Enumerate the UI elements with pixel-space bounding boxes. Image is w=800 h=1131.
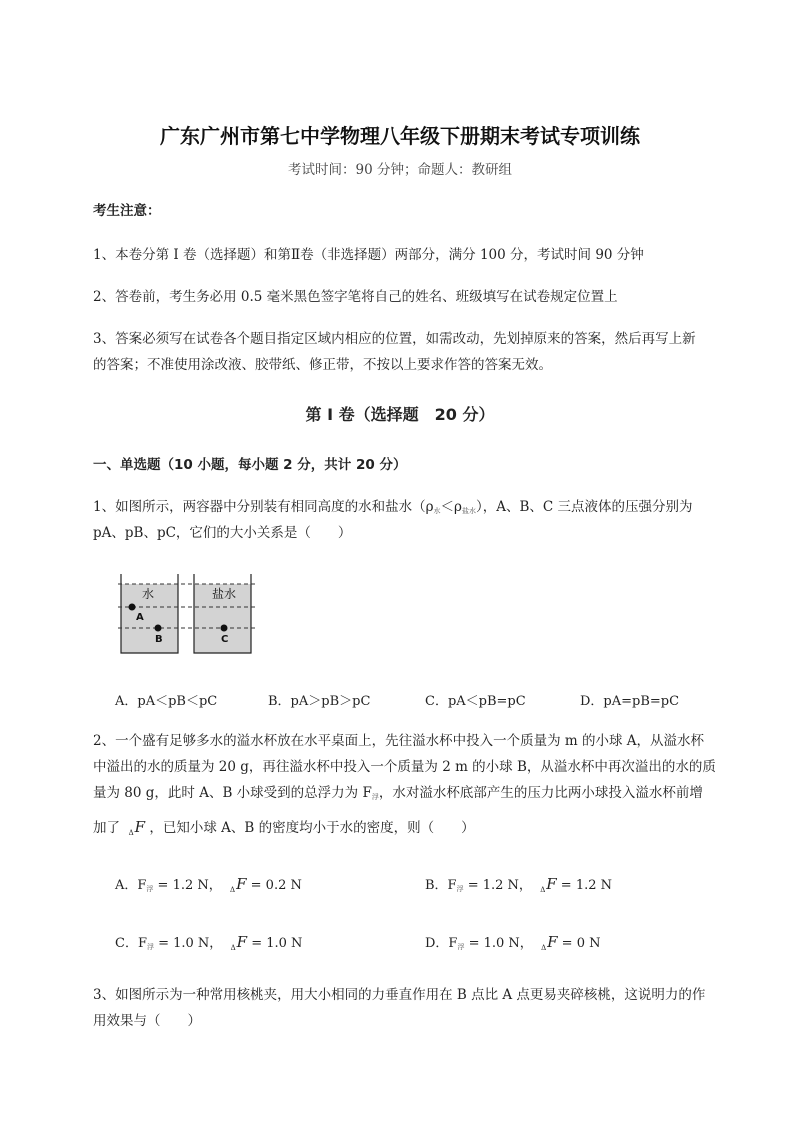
point-c-dot: [221, 625, 228, 632]
question-3-line: 3、如图所示为一种常用核桃夹，用大小相同的力垂直作用在 B 点比 A 点更易夹碎核桃，这说明力的作: [93, 987, 706, 1003]
point-a-dot: [129, 604, 136, 611]
question-1-line: pA、pB、pC，它们的大小关系是（ ）: [93, 525, 352, 541]
question-2-line: 中溢出的水的质量为 20 g，再往溢水杯中投入一个质量为 2 m 的小球 B，从溢水杯中再次溢出的水的质: [93, 759, 716, 775]
q2-option-a[interactable]: A．$F_浮 = 1.2$ N， $_\Delta$F = 0.2 N: [115, 875, 302, 894]
question-3-line: 用效果与（ ）: [93, 1013, 201, 1029]
point-b-dot: [155, 625, 162, 632]
delta-symbol: Δ: [128, 829, 134, 837]
salt-water-label: 盐水: [212, 587, 237, 601]
question-2-line: 2、一个盛有足够多水的溢水杯放在水平桌面上，先往溢水杯中投入一个质量为 m 的小球 A，从溢水杯: [93, 733, 705, 749]
point-a-label: A: [136, 612, 144, 623]
q1-option-b[interactable]: B．pA＞pB＞pC: [268, 694, 371, 709]
point-b-label: B: [155, 634, 163, 645]
question-1-line: 1、如图所示，两容器中分别装有相同高度的水和盐水$(\rho_水<\rho_{盐水})$，A、B、C 三点液体的压强分别为: [93, 499, 693, 515]
rho-water-subscript: 水: [433, 507, 441, 515]
question-2-line: 量为 80 g，此时 A、B 小球受到的总浮力为 $F_浮$，水对溢水杯底部产生的压力比两小球投入溢水杯前增: [93, 785, 703, 801]
q2-option-d[interactable]: D．$F_浮 = 1.0$ N， $_\Delta$F = 0 N: [425, 933, 601, 952]
q1-option-a[interactable]: A．pA＜pB＜pC: [115, 694, 218, 709]
notes-heading: 考生注意：: [93, 203, 161, 219]
water-label: 水: [142, 587, 155, 601]
buoyancy-subscript: 浮: [371, 793, 379, 801]
note-item: 3、答案必须写在试卷各个题目指定区域内相应的位置，如需改动，先划掉原来的答案，然后再写上新: [93, 331, 696, 347]
two-containers-figure: [118, 570, 258, 656]
q2-option-c[interactable]: C．$F_浮 = 1.0$ N， $_\Delta$F = 1.0 N: [115, 933, 303, 952]
q1-option-d[interactable]: D．pA=pB=pC: [580, 694, 680, 709]
point-c-label: C: [221, 634, 229, 645]
q1-option-c[interactable]: C．pA＜pB=pC: [425, 694, 526, 709]
page-title: 广东广州市第七中学物理八年级下册期末考试专项训练: [160, 124, 640, 148]
q2-option-b[interactable]: B．$F_浮 = 1.2$ N， $_\Delta$F = 1.2 N: [425, 875, 613, 894]
note-item: 2、答卷前，考生务必用 0.5 毫米黑色签字笔将自己的姓名、班级填写在试卷规定位置上: [93, 289, 618, 305]
page-subtitle: 考试时间：90 分钟；命题人：教研组: [288, 162, 512, 178]
part-title: 第 I 卷（选择题 20 分）: [305, 405, 495, 424]
note-item: 1、本卷分第 I 卷（选择题）和第Ⅱ卷（非选择题）两部分，满分 100 分，考试时间 90 分钟: [93, 247, 644, 263]
note-item: 的答案；不准使用涂改液、胶带纸、修正带，不按以上要求作答的答案无效。: [93, 357, 552, 373]
force-symbol: F: [134, 818, 146, 836]
section-heading: 一、单选题（10 小题，每小题 2 分，共计 20 分）: [93, 457, 407, 473]
question-2-line: 加了 $_\Delta$F ，已知小球 A、B 的密度均小于水的密度，则（ ）: [93, 818, 475, 837]
rho-salt-subscript: 盐水: [461, 507, 476, 515]
